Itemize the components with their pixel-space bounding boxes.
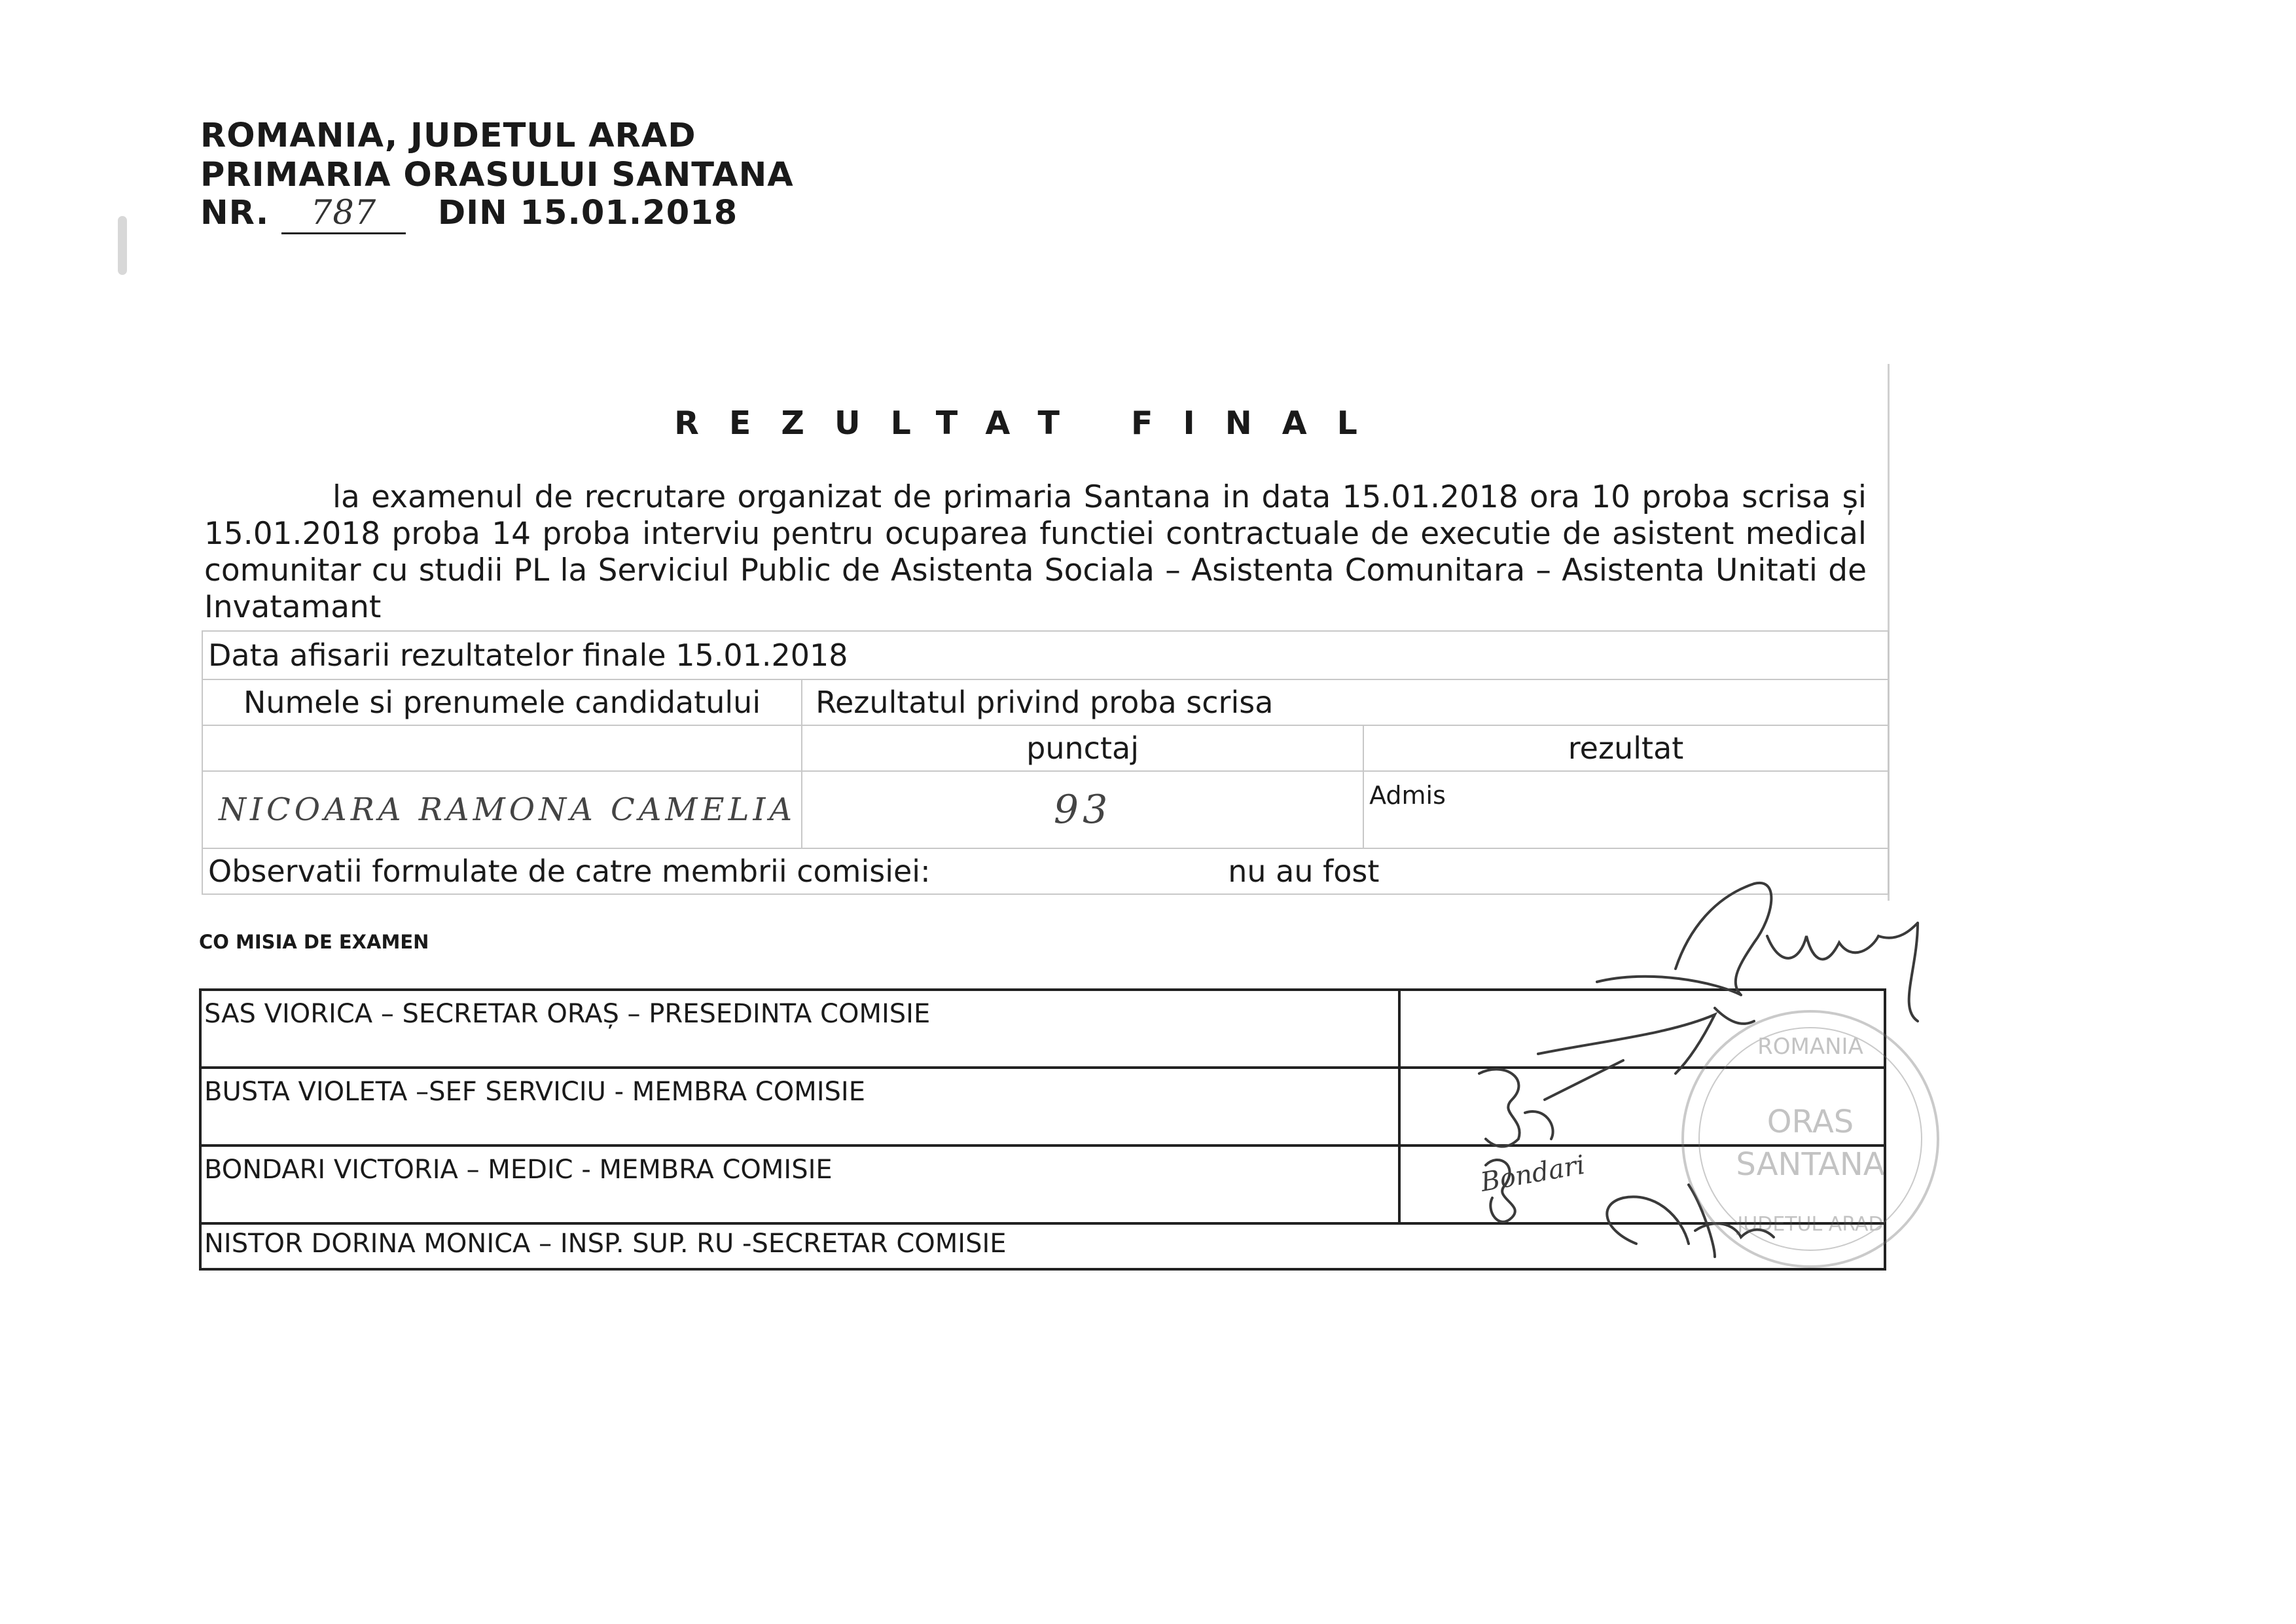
issuer-country-county: ROMANIA, JUDETUL ARAD bbox=[200, 117, 696, 155]
observations-row bbox=[202, 848, 1888, 894]
col-result-group: Rezultatul privind proba scrisa bbox=[802, 679, 1888, 725]
commission-member: NISTOR DORINA MONICA – INSP. SUP. RU -SECRETAR COMISIE bbox=[200, 1223, 1885, 1269]
intro-text: la examenul de recrutare organizat de primaria Santana in data 15.01.2018 ora 10 proba scrisa și 15.01.2018 proba 14 proba interviu pentru ocuparea functiei contractuale de executie de asistent medical comunitar cu studii PL la Serviciul Public de Asistenta Sociala – Asistenta Comunitara – Asistenta Unitati de Invatamant bbox=[204, 479, 1867, 625]
registration-number: 787 bbox=[281, 194, 406, 234]
candidate-score: 93 bbox=[802, 771, 1363, 848]
candidate-row bbox=[202, 771, 1888, 848]
display-date-cell: Data afisarii rezultatelor finale 15.01.2018 bbox=[202, 631, 1888, 679]
results-subheader-row bbox=[202, 725, 1888, 771]
commission-member: BUSTA VIOLETA –SEF SERVICIU - MEMBRA COMISIE bbox=[200, 1068, 1399, 1146]
commission-member-row bbox=[200, 1146, 1885, 1223]
scan-mark bbox=[118, 216, 127, 275]
col-candidate-name: Numele si prenumele candidatului bbox=[202, 679, 802, 725]
signature-bondari-text: Bondari bbox=[1478, 1149, 1587, 1198]
stamp-line1: ORAS bbox=[1767, 1104, 1854, 1140]
observations-label: Observatii formulate de catre membrii comisiei: bbox=[208, 854, 931, 889]
candidate-name: NICOARA RAMONA CAMELIA bbox=[202, 771, 802, 848]
signature-cell bbox=[1399, 1068, 1885, 1146]
observations-cell bbox=[202, 848, 1888, 894]
intro-paragraph bbox=[204, 479, 1867, 626]
commission-member-row bbox=[200, 990, 1885, 1068]
commission-member-row bbox=[200, 1223, 1885, 1269]
nr-label: NR. bbox=[200, 194, 270, 232]
col-result: rezultat bbox=[1363, 725, 1888, 771]
issuer-institution: PRIMARIA ORASULUI SANTANA bbox=[200, 156, 794, 194]
commission-table bbox=[199, 988, 1886, 1271]
stamp-line2: SANTANA bbox=[1736, 1146, 1885, 1183]
observations-value: nu au fost bbox=[1228, 854, 1380, 889]
document-title: REZULTAT FINAL bbox=[674, 405, 1388, 442]
signature-cell bbox=[1399, 990, 1885, 1068]
stamp-bottom-text: JUDETUL ARAD bbox=[1737, 1213, 1884, 1236]
empty-cell bbox=[202, 725, 802, 771]
results-header-row bbox=[202, 679, 1888, 725]
signature-cell bbox=[1399, 1146, 1885, 1223]
col-score: punctaj bbox=[802, 725, 1363, 771]
commission-member-row bbox=[200, 1068, 1885, 1146]
commission-title: CO MISIA DE EXAMEN bbox=[199, 931, 429, 953]
commission-member: SAS VIORICA – SECRETAR ORAȘ – PRESEDINTA COMISIE bbox=[200, 990, 1399, 1068]
candidate-status: Admis bbox=[1363, 771, 1888, 848]
commission-member: BONDARI VICTORIA – MEDIC - MEMBRA COMISIE bbox=[200, 1146, 1399, 1223]
results-table bbox=[202, 630, 1889, 895]
registration-date: DIN 15.01.2018 bbox=[437, 194, 738, 232]
display-date-row bbox=[202, 631, 1888, 679]
registration-line bbox=[200, 194, 738, 234]
stamp-top-text: ROMANIA bbox=[1757, 1034, 1863, 1060]
